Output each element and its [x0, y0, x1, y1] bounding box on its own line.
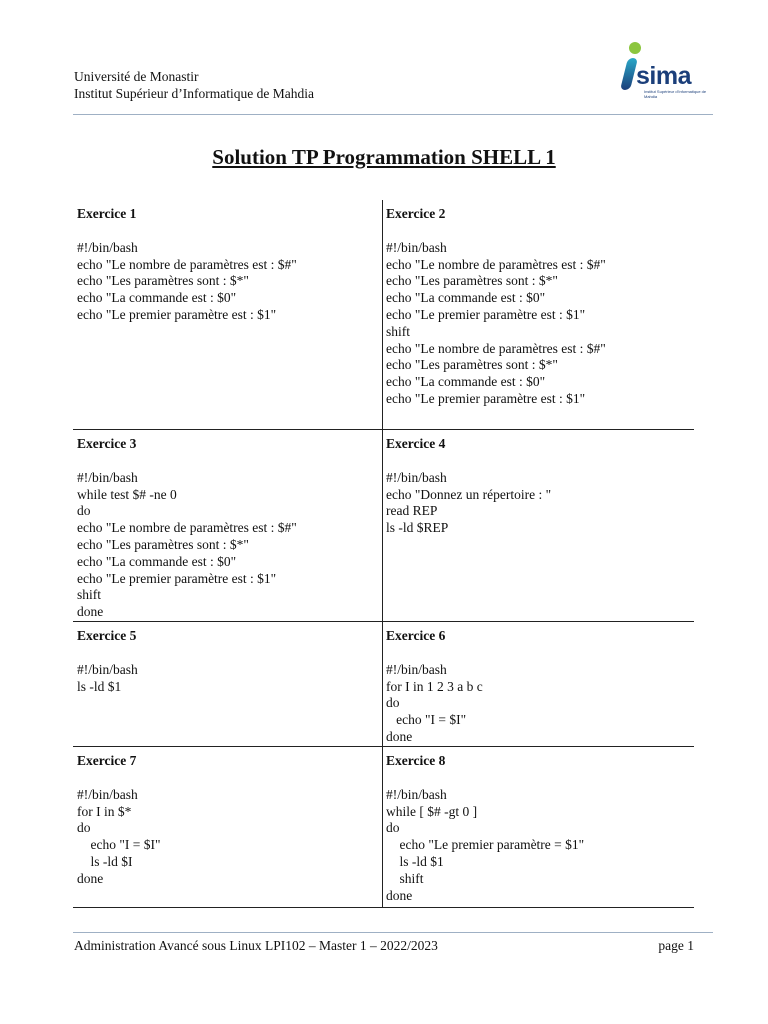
code-line: echo "La commande est : $0"	[77, 553, 237, 569]
code-line: for I in 1 2 3 a b c	[386, 678, 483, 694]
table-row	[73, 200, 694, 429]
code-line: do	[77, 820, 91, 836]
code-line: #!/bin/bash	[386, 661, 447, 677]
code-line: echo "Le premier paramètre est : $1"	[77, 306, 277, 322]
page-title: Solution TP Programmation SHELL 1	[212, 145, 556, 169]
exercise-title: Exercice 3	[77, 436, 137, 451]
exercise-title: Exercice 2	[386, 206, 446, 221]
exercise-cell	[383, 430, 694, 621]
footer-course: Administration Avancé sous Linux LPI102 – Master 1 – 2022/2023	[74, 938, 438, 953]
code-line: echo "Le premier paramètre est : $1"	[386, 306, 586, 322]
exercise-cell	[73, 622, 383, 746]
code-line: echo "Les paramètres sont : $*"	[77, 536, 249, 552]
exercise-title: Exercice 6	[386, 628, 446, 643]
code-line: #!/bin/bash	[77, 786, 138, 802]
code-line: shift	[77, 587, 102, 603]
table-row	[73, 746, 694, 907]
code-line: do	[77, 503, 91, 519]
code-line: ls -ld $REP	[386, 520, 449, 536]
code-line: #!/bin/bash	[386, 786, 447, 802]
code-line: ls -ld $1	[77, 678, 122, 694]
exercise-cell	[383, 200, 694, 429]
code-line: echo "Le nombre de paramètres est : $#"	[386, 256, 606, 272]
code-line: echo "I = $I"	[77, 837, 161, 853]
code-line: echo "I = $I"	[386, 712, 467, 728]
exercise-table	[73, 200, 694, 908]
university-name: Université de Monastir	[74, 69, 199, 84]
code-line: ls -ld $1	[386, 853, 444, 869]
code-line: while test $# -ne 0	[77, 486, 177, 502]
code-line: #!/bin/bash	[386, 469, 447, 485]
code-line: shift	[386, 870, 424, 886]
exercise-cell	[73, 747, 383, 907]
exercise-cell	[383, 747, 694, 907]
code-line: done	[77, 870, 104, 886]
code-line: echo "Les paramètres sont : $*"	[386, 273, 558, 289]
code-line: echo "La commande est : $0"	[386, 290, 546, 306]
code-line: echo "Le nombre de paramètres est : $#"	[77, 256, 297, 272]
code-line: read REP	[386, 503, 438, 519]
code-line: echo "Le premier paramètre est : $1"	[386, 390, 586, 406]
code-line: for I in $*	[77, 803, 132, 819]
code-line: while [ $# -gt 0 ]	[386, 803, 478, 819]
code-line: echo "Donnez un répertoire : "	[386, 486, 552, 502]
logo-wordmark: sima	[636, 62, 691, 90]
header-divider	[73, 114, 713, 115]
code-line: do	[386, 820, 400, 836]
code-line: #!/bin/bash	[77, 239, 138, 255]
code-line: echo "Le premier paramètre = $1"	[386, 837, 585, 853]
exercise-cell	[73, 200, 383, 429]
isima-logo	[618, 40, 714, 102]
exercise-title: Exercice 7	[77, 753, 137, 768]
code-line: ls -ld $I	[77, 853, 133, 869]
code-line: echo "Les paramètres sont : $*"	[386, 357, 558, 373]
code-line: do	[386, 695, 400, 711]
code-line: echo "La commande est : $0"	[77, 290, 237, 306]
code-line: #!/bin/bash	[77, 661, 138, 677]
page-number: page 1	[658, 938, 694, 953]
code-line: done	[386, 728, 413, 744]
exercise-title: Exercice 4	[386, 436, 446, 451]
logo-dot-icon	[629, 42, 641, 54]
code-line: done	[386, 887, 413, 903]
table-row	[73, 429, 694, 621]
institute-name: Institut Supérieur d’Informatique de Mahdia	[74, 86, 314, 101]
logo-tagline: Institut Supérieur d'Informatique de Mahdia	[644, 89, 707, 99]
code-line: #!/bin/bash	[386, 239, 447, 255]
exercise-cell	[383, 622, 694, 746]
code-line: echo "Le nombre de paramètres est : $#"	[77, 520, 297, 536]
code-line: shift	[386, 323, 411, 339]
footer-divider	[73, 932, 713, 933]
code-line: echo "Les paramètres sont : $*"	[77, 273, 249, 289]
code-line: echo "La commande est : $0"	[386, 374, 546, 390]
code-line: echo "Le nombre de paramètres est : $#"	[386, 340, 606, 356]
code-line: echo "Le premier paramètre est : $1"	[77, 570, 277, 586]
code-line: #!/bin/bash	[77, 469, 138, 485]
table-row	[73, 621, 694, 746]
exercise-title: Exercice 8	[386, 753, 446, 768]
code-line: done	[77, 604, 104, 620]
exercise-title: Exercice 5	[77, 628, 137, 643]
institution-header	[74, 68, 314, 102]
exercise-title: Exercice 1	[77, 206, 137, 221]
exercise-cell	[73, 430, 383, 621]
